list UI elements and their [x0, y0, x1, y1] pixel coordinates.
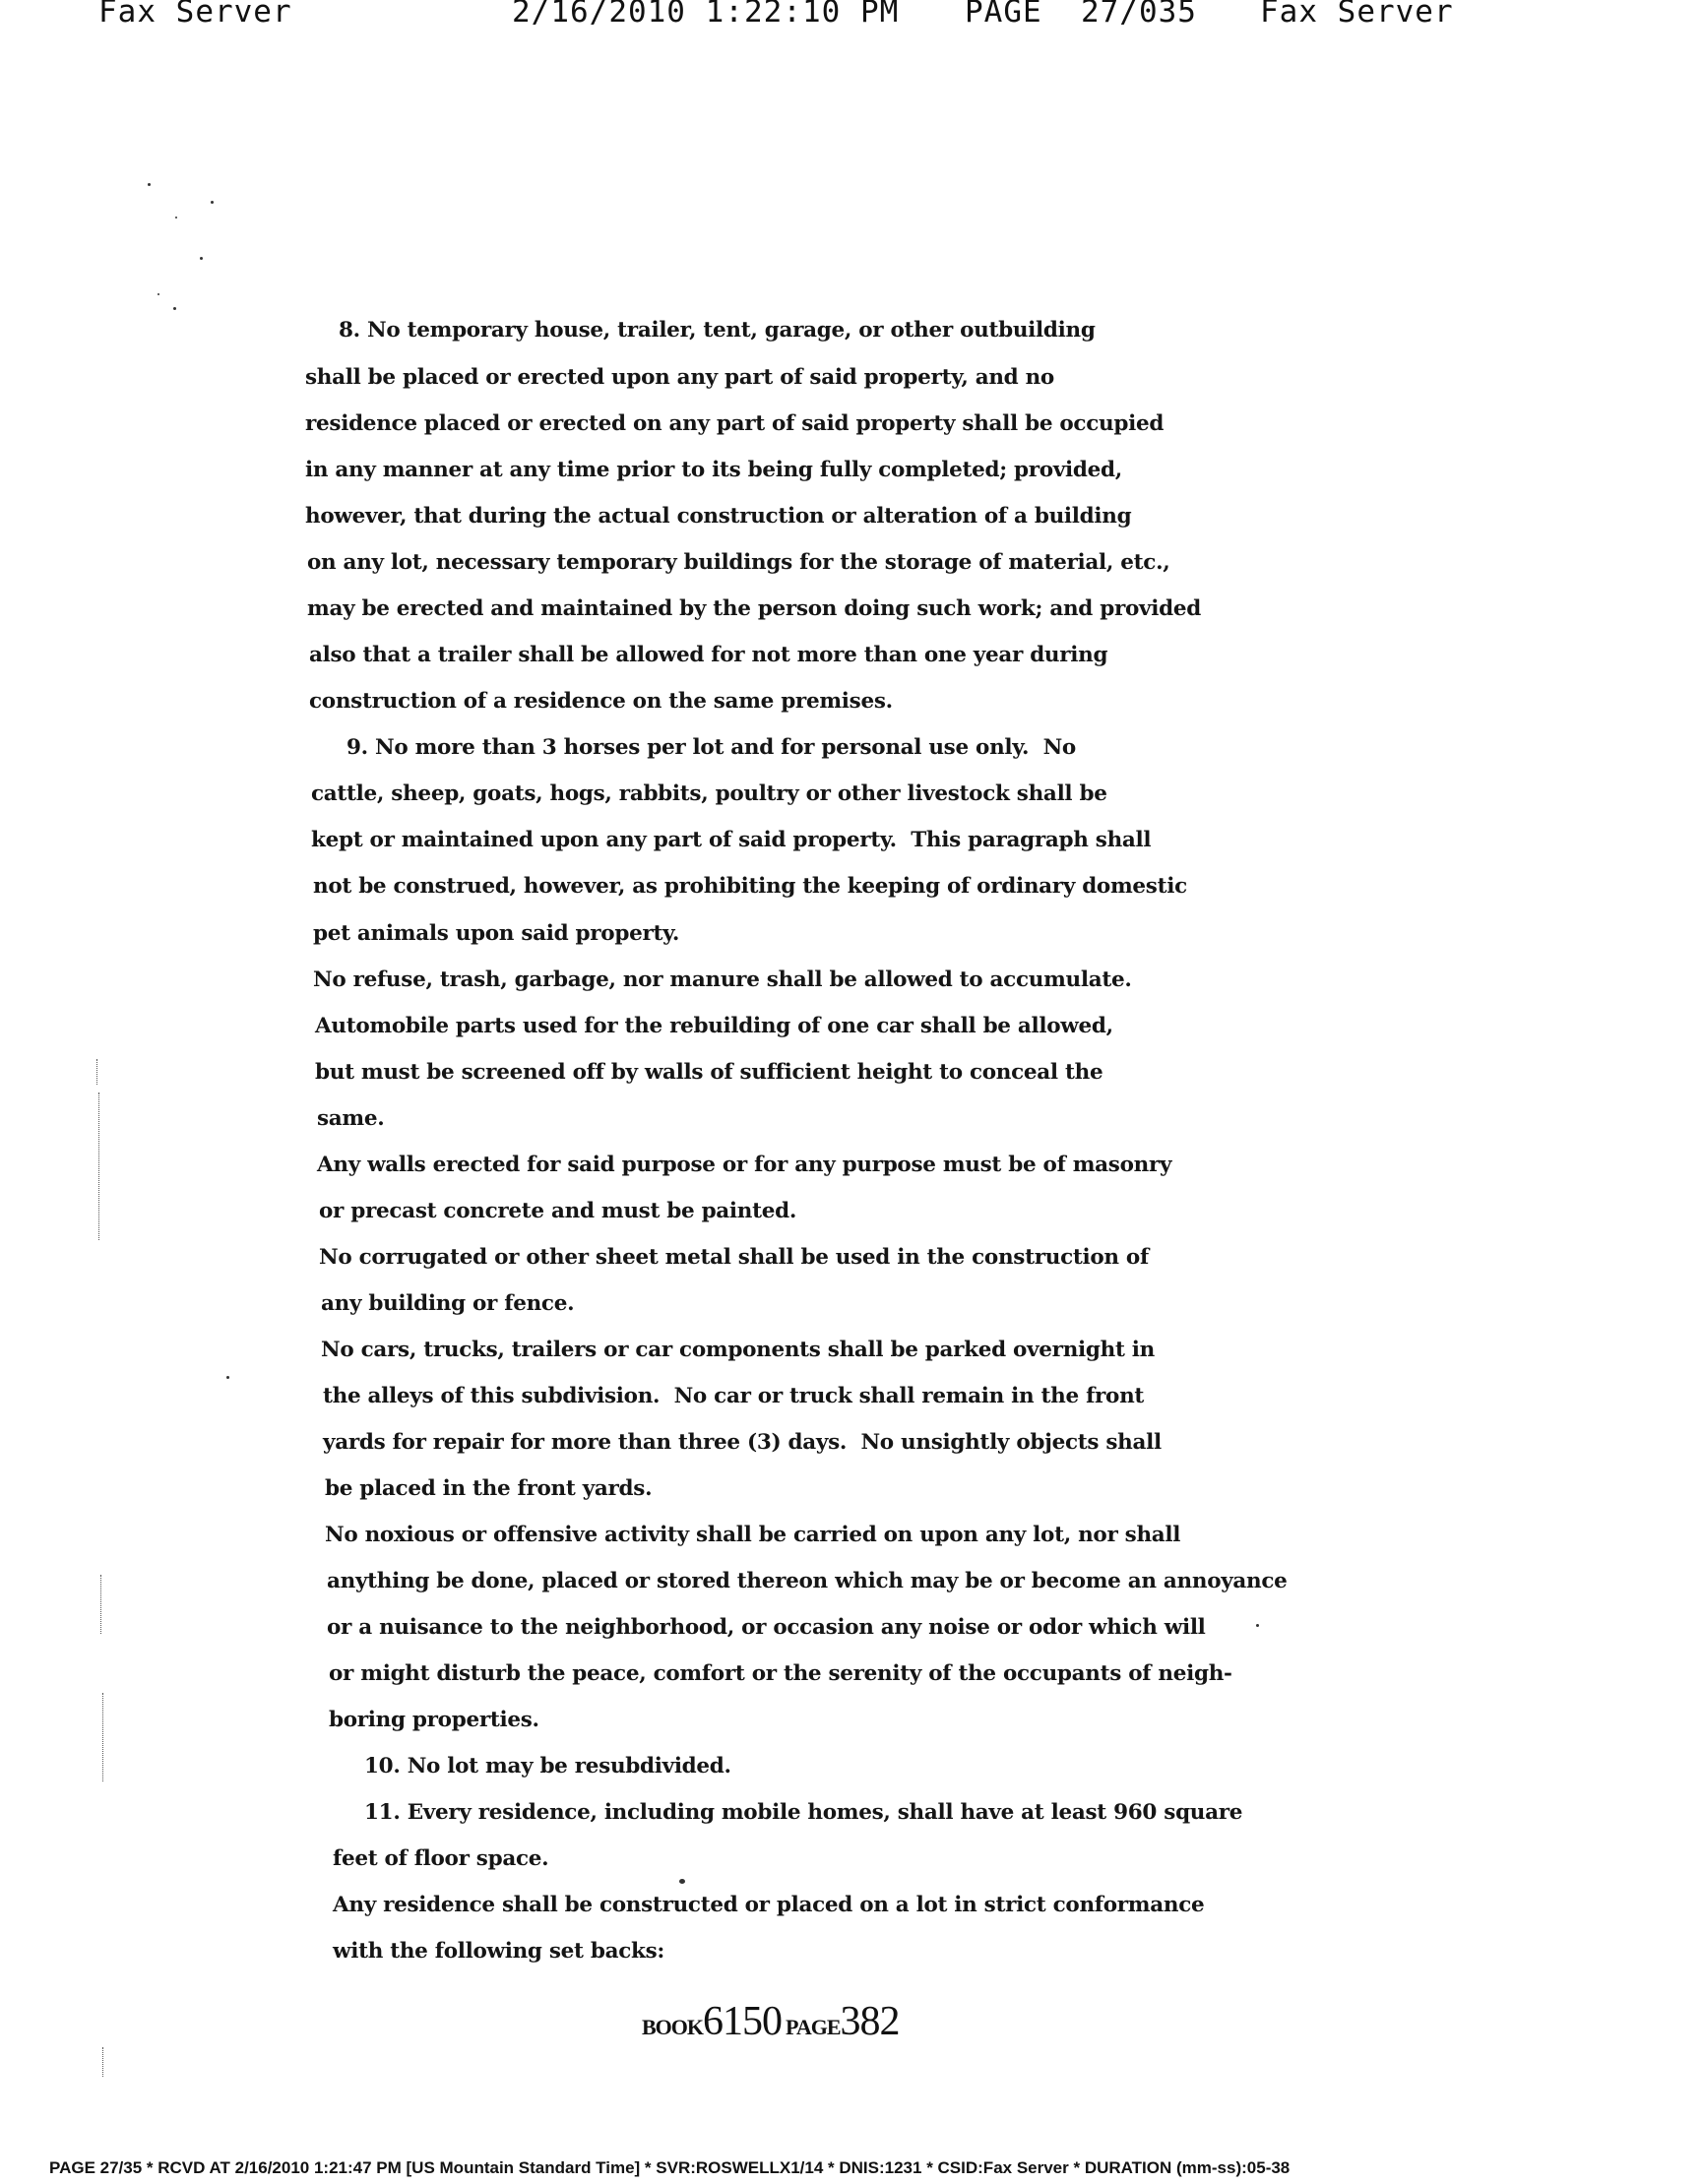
- fax-header-left: Fax Server: [98, 0, 292, 30]
- noxious-line: No noxious or offensive activity shall be carried on upon any lot, nor shall: [325, 1523, 1181, 1547]
- scan-speck: [175, 217, 177, 218]
- paragraph-8-line: in any manner at any time prior to its being fully completed; provided,: [305, 458, 1122, 482]
- scan-speck: [148, 183, 151, 186]
- paragraph-9-line: not be construed, however, as prohibiting the keeping of ordinary domestic: [313, 874, 1187, 899]
- fax-header-page: PAGE 27/035: [965, 0, 1197, 30]
- book-number: 6150: [703, 1999, 783, 2044]
- noxious-line: or might disturb the peace, comfort or the serenity of the occupants of neigh-: [329, 1661, 1232, 1686]
- scan-speck: [200, 257, 203, 260]
- walls-line: or precast concrete and must be painted.: [319, 1199, 797, 1223]
- scan-speck: [211, 201, 214, 204]
- refuse-line: Automobile parts used for the rebuilding of one car shall be allowed,: [315, 1014, 1113, 1038]
- scan-speck: [226, 1376, 229, 1379]
- scan-speck: [158, 293, 159, 295]
- setbacks-line: Any residence shall be constructed or placed on a lot in strict conformance: [333, 1893, 1205, 1917]
- scan-speck: [1256, 1624, 1259, 1627]
- margin-mark: [102, 2047, 103, 2077]
- paragraph-9-line: pet animals upon said property.: [313, 921, 680, 946]
- refuse-line: No refuse, trash, garbage, nor manure shall be allowed to accumulate.: [313, 967, 1132, 992]
- paragraph-8-line: may be erected and maintained by the person doing such work; and provided: [307, 596, 1201, 621]
- paragraph-8-line: residence placed or erected on any part of said property shall be occupied: [305, 411, 1165, 436]
- paragraph-8-line: on any lot, necessary temporary buildings for the storage of material, etc.,: [307, 550, 1170, 575]
- noxious-line: boring properties.: [329, 1708, 539, 1732]
- fax-header-timestamp: 2/16/2010 1:22:10 PM: [512, 0, 900, 30]
- cars-line: No cars, trucks, trailers or car components shall be parked overnight in: [321, 1338, 1155, 1362]
- page-number: 382: [840, 1999, 900, 2044]
- noxious-line: or a nuisance to the neighborhood, or occasion any noise or odor which will: [327, 1615, 1206, 1640]
- fax-footer: PAGE 27/35 * RCVD AT 2/16/2010 1:21:47 PM [US Mountain Standard Time] * SVR:ROSWELLX1/14 * DNIS:1231 * CSID:Fax Server * DURATION (mm-ss):05-38: [49, 2158, 1291, 2177]
- refuse-line: same.: [317, 1106, 385, 1131]
- paragraph-11-line: feet of floor space.: [333, 1846, 549, 1871]
- paragraph-8-line: shall be placed or erected upon any part of said property, and no: [305, 365, 1054, 390]
- margin-mark: [100, 1575, 101, 1634]
- paragraph-8-line: however, that during the actual construction or alteration of a building: [305, 504, 1132, 529]
- paragraph-11-line: 11. Every residence, including mobile homes, shall have at least 960 square: [364, 1800, 1243, 1825]
- scan-speck: [173, 307, 176, 310]
- paragraph-9-line: 9. No more than 3 horses per lot and for personal use only. No: [346, 735, 1076, 760]
- cars-line: the alleys of this subdivision. No car or truck shall remain in the front: [323, 1384, 1145, 1408]
- margin-mark: [96, 1059, 97, 1085]
- noxious-line: anything be done, placed or stored thereon which may be or become an annoyance: [327, 1569, 1288, 1593]
- paragraph-8-line: construction of a residence on the same premises.: [309, 689, 893, 714]
- paragraph-10-line: 10. No lot may be resubdivided.: [364, 1754, 731, 1778]
- metal-line: any building or fence.: [321, 1291, 575, 1316]
- fax-header-right: Fax Server: [1260, 0, 1454, 30]
- paragraph-8-line: 8. No temporary house, trailer, tent, garage, or other outbuilding: [339, 318, 1096, 343]
- paragraph-9-line: kept or maintained upon any part of said property. This paragraph shall: [311, 828, 1152, 852]
- cars-line: yards for repair for more than three (3) days. No unsightly objects shall: [323, 1430, 1162, 1455]
- margin-mark: [102, 1693, 103, 1781]
- setbacks-line: with the following set backs:: [333, 1939, 665, 1964]
- scan-speck: [679, 1879, 685, 1884]
- book-label: BOOK: [642, 2015, 704, 2039]
- book-page-stamp: [642, 1998, 900, 2045]
- refuse-line: but must be screened off by walls of sufficient height to conceal the: [315, 1060, 1103, 1085]
- margin-mark: [98, 1092, 99, 1240]
- page-label: PAGE: [786, 2015, 841, 2039]
- paragraph-8-line: also that a trailer shall be allowed for not more than one year during: [309, 643, 1108, 667]
- cars-line: be placed in the front yards.: [325, 1476, 653, 1501]
- walls-line: Any walls erected for said purpose or for any purpose must be of masonry: [317, 1153, 1172, 1177]
- metal-line: No corrugated or other sheet metal shall be used in the construction of: [319, 1245, 1149, 1270]
- paragraph-9-line: cattle, sheep, goats, hogs, rabbits, poultry or other livestock shall be: [311, 781, 1107, 806]
